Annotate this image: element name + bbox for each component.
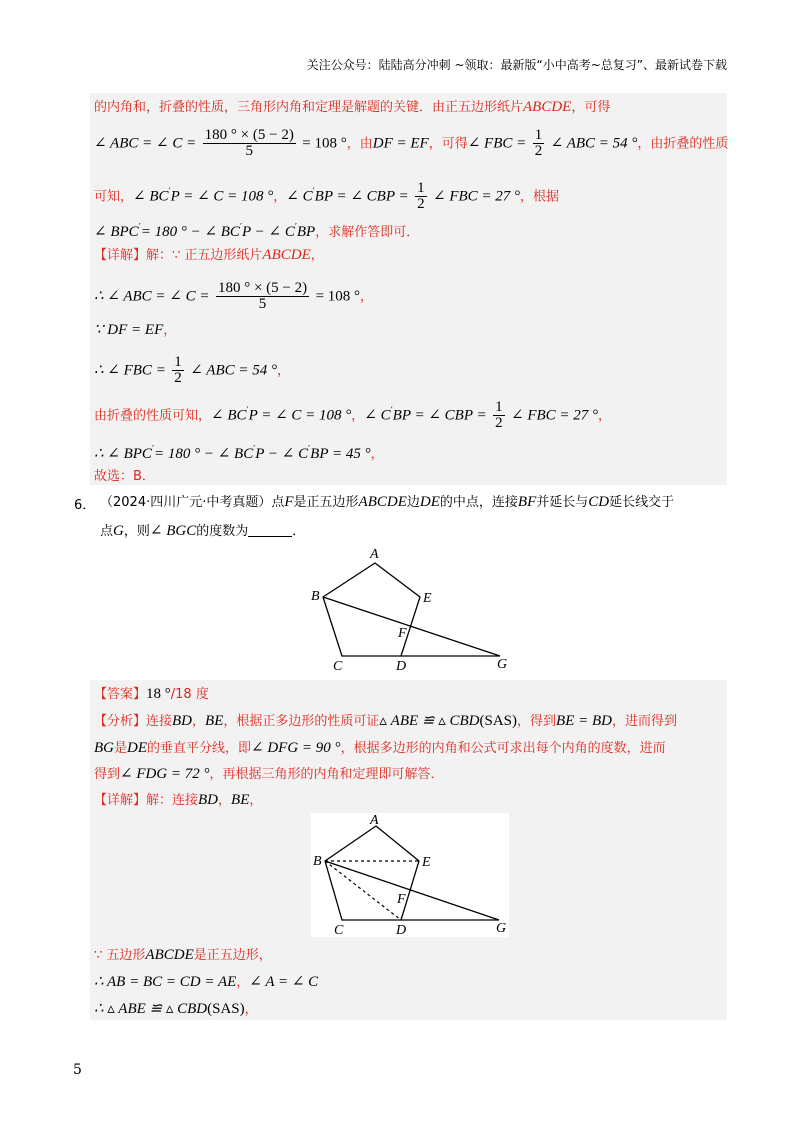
label-d: D [396,659,407,674]
label-c: C [333,659,343,674]
label2-c: C [334,923,344,937]
detail-line-1: 【详解】解：∵ 正五边形纸片ABCDE， [94,247,324,263]
detail6-line-1: 【详解】解：连接BD，BE， [94,792,263,808]
analysis6-line-1: 【分析】连接BD，BE，根据正多边形的性质可证▵ ABE ≌ ▵ CBD(SAS)，得到BE = BD，进而得到 [94,713,677,729]
label-a: A [370,547,379,562]
label-g: G [497,657,508,672]
detail-line-5: 由折叠的性质可知，∠ BC′P = ∠ C = 108 °，∠ C′BP = ∠ CBP = $\frac{1}{2}$ ∠ FBC = 27 °， [94,399,612,431]
question-number: 6． [74,498,96,513]
analysis6-line-2: BG是DE的垂直平分线，即∠ DFG = 90 °，根据多边形的内角和公式可求出每个内角的度数，进而 [94,740,666,756]
analysis-line-4: ∠ BPC′= 180 ° − ∠ BC′P − ∠ C′BP，求解作答即可． [94,223,420,240]
detail-line-2: ∴ ∠ ABC = ∠ C = $\frac{180 ^\circ \times (5 - 2)}{5}$ = 108 °， [94,280,374,312]
label-f: F [398,626,407,641]
label2-a: A [370,813,379,828]
label2-f: F [397,892,406,907]
detail-line-4: ∴ ∠ FBC = $\frac{1}{2}$ ∠ ABC = 54 °， [94,354,290,386]
answer-blank [248,523,292,537]
label-b: B [311,589,320,604]
answer-choice: 故选：B． [94,469,155,484]
question-line-1: （2024·四川广元·中考真题）点F是正五边形ABCDE边DE的中点，连接BF并延长与CD延长线交于 [100,494,675,510]
analysis-line-1: 的内角和，折叠的性质，三角形内角和定理是解题的关键．由正五边形纸片ABCDE，可得 [94,99,611,115]
page-number: 5 [73,1062,82,1078]
analysis-line-3: 可知，∠ BC′P = ∠ C = 108 °，∠ C′BP = ∠ CBP = $\frac{1}{2}$ ∠ FBC = 27 °，根据 [94,180,560,212]
detail6-line-2: ∵ 五边形ABCDE是正五边形， [94,947,272,963]
label2-g: G [496,921,507,936]
label2-b: B [313,854,322,869]
detail-line-3: ∵ DF = EF， [94,322,177,338]
label-e: E [423,591,432,606]
question-line-2: 点G，则∠ BGC的度数为 ． [100,523,306,539]
analysis6-line-3: 得到∠ FDG = 72 °，再根据三角形的内角和定理即可解答． [94,766,444,782]
label2-d: D [396,923,407,937]
detail6-line-4: ∴ ▵ ABE ≌ ▵ CBD(SAS)， [94,1001,258,1017]
page-header: 关注公众号：陆陆高分冲刺 ~领取：最新版“小中高考~总复习”、最新试卷下载 [306,58,727,72]
pentagon-figure-detail [311,813,509,937]
detail-line-6: ∴ ∠ BPC′= 180 ° − ∠ BC′P − ∠ C′BP = 45 °， [94,445,384,462]
pentagon-figure [300,540,520,675]
analysis-line-2: ∠ ABC = ∠ C = $\frac{180 ^\circ \times (5 - 2)}{5}$ = 108 °，由DF = EF，可得∠ FBC = $\frac{1}{2}$ ∠ ABC = 54 °，由折叠的性质 [94,127,729,159]
label2-e: E [422,855,431,870]
answer-line: 【答案】18 °/18 度 [94,686,209,702]
detail6-line-3: ∴ AB = BC = CD = AE，∠ A = ∠ C [94,974,319,990]
